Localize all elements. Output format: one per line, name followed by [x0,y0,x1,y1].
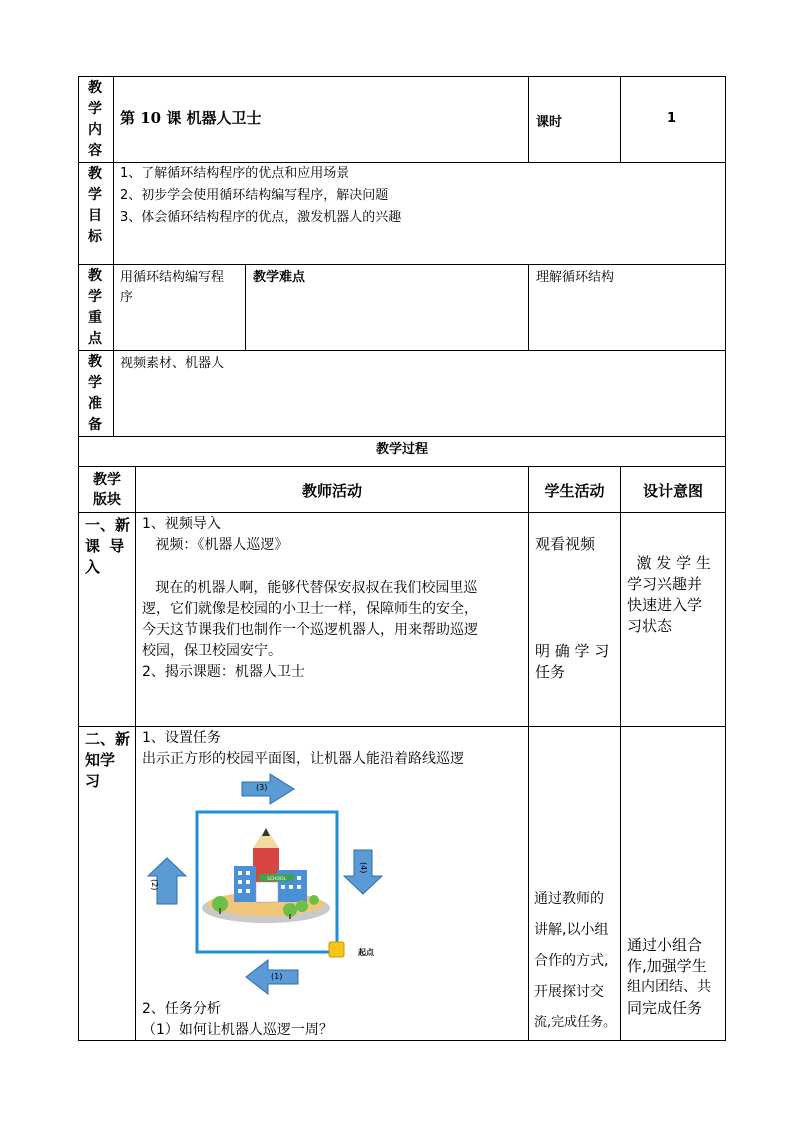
task-description: 出示正方形的校园平面图，让机器人能沿着路线巡逻 [142,751,464,767]
col-section-header: 教学 版块 [93,472,121,508]
teacher-line-5: 今天这节课我们也制作一个巡逻机器人，用来帮助巡逻 [142,622,478,638]
arrow-label-4: (4) [359,862,368,874]
focus-label: 教 学 重 点 [88,268,102,347]
content-label [87,78,103,162]
student-activity-task-2: 任务 [535,663,566,681]
start-marker [329,942,344,957]
arrow-label-1: (1) [271,972,283,981]
start-label: 起点 [358,948,374,957]
school-building-icon [202,828,330,923]
period-value: 1 [667,111,677,126]
focus-value-line1: 用循环结构编写程 [120,270,225,285]
goals-label: 教 学 目 标 [88,166,102,245]
process-title: 教学过程 [375,442,428,457]
goal-item-3: 3、体会循环结构程序的优点，激发机器人的兴趣 [120,210,402,225]
difficulty-label: 教学难点 [253,270,306,285]
section1-name: 一、新 课 导 入 [85,516,131,576]
task-title: 1、设置任务 [142,730,221,746]
teacher-line-4: 逻，它们就像是校园的小卫士一样，保障师生的安全， [142,601,478,617]
teacher-line-6: 校园，保卫校园安宁。 [142,643,282,659]
arrow-label-2: (2) [150,879,159,891]
student-activity-watch: 观看视频 [535,535,596,553]
school-sign: SCHOOL [267,877,286,882]
arrow-3-icon [242,774,294,804]
goal-item-2: 2、初步学会使用循环结构编写程序，解决问题 [120,188,389,203]
prep-value: 视频素材、机器人 [120,356,225,371]
analysis-title: 2、任务分析 [142,1001,221,1017]
col-design-header: 设计意图 [642,482,703,500]
campus-route-diagram [140,770,400,1000]
goal-item-1: 1、了解循环结构程序的优点和应用场景 [120,166,350,181]
teacher-line-3: 现在的机器人啊，能够代替保安叔叔在我们校园里巡 [142,580,478,596]
section2-name: 二、新 知学 习 [85,730,131,790]
period-label: 课时 [536,115,563,130]
col-teacher-header: 教师活动 [301,482,362,500]
arrow-label-3: (3) [256,783,268,792]
teacher-line-1: 1、视频导入 [142,516,221,532]
lesson-title: 第 10 课 机器人卫士 [120,109,262,127]
prep-label: 教 学 准 备 [88,354,102,433]
content-label-text: 教 学 内 容 [88,80,102,159]
col-student-header: 学生活动 [544,482,605,500]
analysis-question: （1）如何让机器人巡逻一周？ [142,1022,333,1038]
difficulty-value: 理解循环结构 [536,270,615,285]
focus-value-line2: 序 [120,290,134,305]
teacher-line-2: 视频：《机器人巡逻》 [142,537,289,553]
student-activity-task-1: 明 确 学 习 [535,642,610,660]
teacher-line-7: 2、揭示课题：机器人卫士 [142,664,305,680]
